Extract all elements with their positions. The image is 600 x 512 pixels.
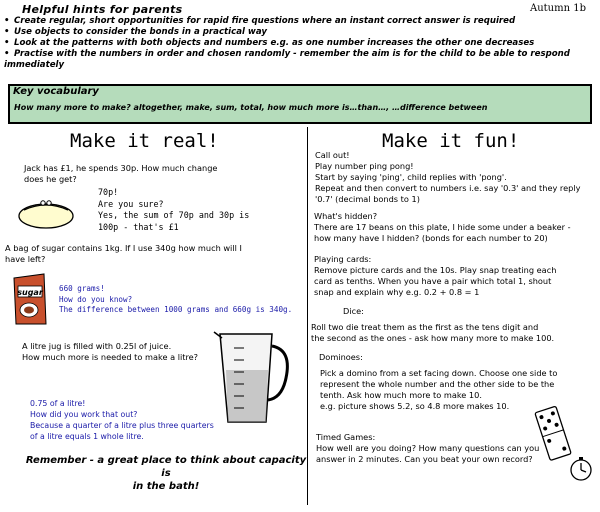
hint-item: • Look at the patterns with both objects and numbers e.g. as one number increases the other one decreases xyxy=(4,38,535,48)
juice-answer: 0.75 of a litre! How did you work that out? Because a quarter of a litre plus three quarters of a litre equals 1 whole litre. xyxy=(30,399,214,441)
vocabulary-text: How many more to make? altogether, make, sum, total, how much more is…than…, …difference between xyxy=(14,103,488,112)
sugar-question: A bag of sugar contains 1kg. If I use 340g how much will I have left? xyxy=(5,243,242,264)
timed-games-section: Timed Games: How well are you doing? How many questions can you answer in 2 minutes. Can you beat your own record? xyxy=(316,432,540,464)
dice-section: Roll two die treat them as the first as the tens digit and the second as the ones - ask how many more to make 100. xyxy=(311,322,555,343)
purse-icon xyxy=(16,192,76,230)
sugar-label: sugar xyxy=(17,288,43,297)
dominoes-section: Pick a domino from a set facing down. Choose one side to represent the whole number and the other side to be the tenth. Ask how much more to make 10. e.g. picture shows 5.2, so 4.8 more makes 10. xyxy=(320,368,558,411)
column-divider xyxy=(307,127,308,505)
capacity-reminder: Remember - a great place to think about capacity is in the bath! xyxy=(25,455,307,492)
sugar-answer: 660 grams! How do you know? The difference between 1000 grams and 660g is 340g. xyxy=(59,284,293,314)
make-it-real-heading: Make it real! xyxy=(70,130,219,152)
call-out-section: Call out! Play number ping pong! Start by saying 'ping', child replies with 'pong'. Repeat and then convert to numbers i.e. say '0.3' and they reply '0.7' (decimal bonds to 1) xyxy=(315,150,581,204)
hint-item: immediately xyxy=(4,60,65,70)
hint-item: • Practise with the numbers in order and chosen randomly - remember the aim is for the child to be able to respond xyxy=(4,49,570,59)
money-answer: 70p! Are you sure? Yes, the sum of 70p and 30p is 100p - that's £1 xyxy=(98,187,250,232)
dice-title: Dice: xyxy=(343,306,364,316)
vocabulary-title: Key vocabulary xyxy=(13,86,99,97)
hints-list xyxy=(4,16,594,71)
hint-item: • Use objects to consider the bonds in a practical way xyxy=(4,27,268,37)
make-it-fun-heading: Make it fun! xyxy=(382,130,520,152)
hint-item: • Create regular, short opportunities for rapid fire questions where an instant correct answer is required xyxy=(4,16,516,26)
juice-question: A litre jug is filled with 0.25l of juice. How much more is needed to make a litre? xyxy=(22,341,199,362)
term-label: Autumn 1b xyxy=(530,3,586,14)
dominoes-title: Dominoes: xyxy=(319,352,363,362)
page-title: Helpful hints for parents xyxy=(22,3,183,16)
playing-cards-section: Playing cards: Remove picture cards and the 10s. Play snap treating each card as tenths. When you have a pair which total 1, shout snap and explain why e.g. 0.2 + 0.8 = 1 xyxy=(314,254,557,297)
domino-icon xyxy=(534,404,574,462)
whats-hidden-section: What's hidden? There are 17 beans on this plate, I hide some under a beaker - how many have I hidden? (bonds for each number to 20) xyxy=(314,211,571,243)
stopwatch-icon xyxy=(568,456,594,482)
vocabulary-box xyxy=(8,84,592,124)
sugar-bag-icon xyxy=(10,272,48,326)
money-question: Jack has £1, he spends 30p. How much change does he get? xyxy=(24,163,218,184)
